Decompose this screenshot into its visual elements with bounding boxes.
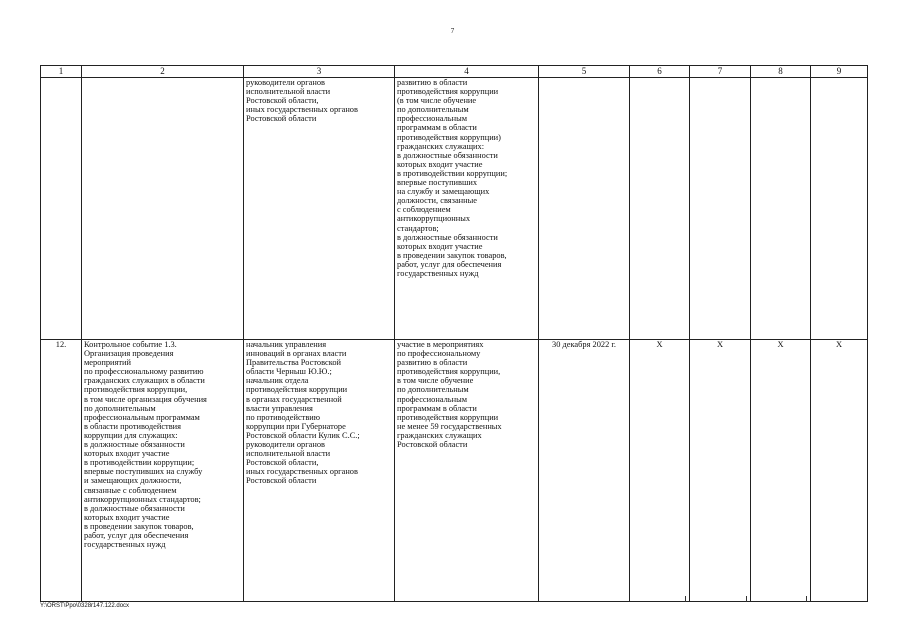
mark-cell: X bbox=[751, 340, 811, 602]
file-path-footer: Y:\ORST\Ppo\0328r147.122.docx bbox=[40, 603, 130, 609]
table-cell bbox=[751, 78, 811, 340]
header-cell: 1 bbox=[41, 66, 82, 78]
table-cell bbox=[690, 78, 751, 340]
table-cell bbox=[811, 78, 868, 340]
table-cell bbox=[630, 78, 690, 340]
table-row bbox=[41, 340, 868, 602]
header-cell: 9 bbox=[811, 66, 868, 78]
responsible-cell: начальник управления инноваций в органах власти Правительства Ростовской области Черныш Ю.Ю.; начальник отдела противодействия коррупции в органах государственной власти управления по противодействию коррупции при Губернаторе Ростовской области Кулик С.С.; руководители органов исполнительной власти Ростовской области, иных государственных органов Ростовской области bbox=[244, 340, 395, 602]
deadline-cell: 30 декабря 2022 г. bbox=[539, 340, 630, 602]
row-number: 12. bbox=[41, 340, 82, 602]
header-cell: 8 bbox=[751, 66, 811, 78]
tick-mark bbox=[685, 596, 686, 602]
tick-mark bbox=[746, 596, 747, 602]
result-cell: развитию в области противодействия коррупции (в том числе обучение по дополнительным профессиональным программам в области противодействия коррупции) гражданских служащих: в должностные обязанности которых входит участие в противодействии коррупции; впервые поступивших на службу и замещающих должности, связанные с соблюдением антикоррупционных стандартов; в должностные обязанности которых входит участие в проведении закупок товаров, работ, услуг для обеспечения государственных нужд bbox=[395, 78, 539, 340]
plan-table bbox=[40, 65, 868, 602]
page-number: 7 bbox=[450, 27, 455, 35]
table-cell bbox=[539, 78, 630, 340]
mark-cell: X bbox=[811, 340, 868, 602]
header-cell: 2 bbox=[82, 66, 244, 78]
event-cell: Контрольное событие 1.3. Организация проведения мероприятий по профессиональному развитию гражданских служащих в области противодействия коррупции, в том числе организация обучения по дополнительным профессиональным программам в области противодействия коррупции для служащих: в должностные обязанности которых входит участие в противодействии коррупции; впервые поступивших на службу и замещающих должности, связанные с соблюдением антикоррупционных стандартов; в должностные обязанности которых входит участие в проведении закупок товаров, работ, услуг для обеспечения государственных нужд bbox=[82, 340, 244, 602]
header-row bbox=[41, 66, 868, 78]
mark-cell: X bbox=[690, 340, 751, 602]
table-row bbox=[41, 78, 868, 340]
header-cell: 7 bbox=[690, 66, 751, 78]
responsible-cell: руководители органов исполнительной власти Ростовской области, иных государственных органов Ростовской области bbox=[244, 78, 395, 340]
header-cell: 6 bbox=[630, 66, 690, 78]
tick-mark bbox=[806, 596, 807, 602]
result-cell: участие в мероприятиях по профессиональному развитию в области противодействия коррупции, в том числе обучение по дополнительным профессиональным программам в области противодействия коррупции не менее 59 государственных гражданских служащих Ростовской области bbox=[395, 340, 539, 602]
table-cell bbox=[41, 78, 82, 340]
table-cell bbox=[82, 78, 244, 340]
header-cell: 5 bbox=[539, 66, 630, 78]
header-cell: 3 bbox=[244, 66, 395, 78]
header-cell: 4 bbox=[395, 66, 539, 78]
column-tick-marks bbox=[0, 596, 905, 604]
mark-cell: X bbox=[630, 340, 690, 602]
